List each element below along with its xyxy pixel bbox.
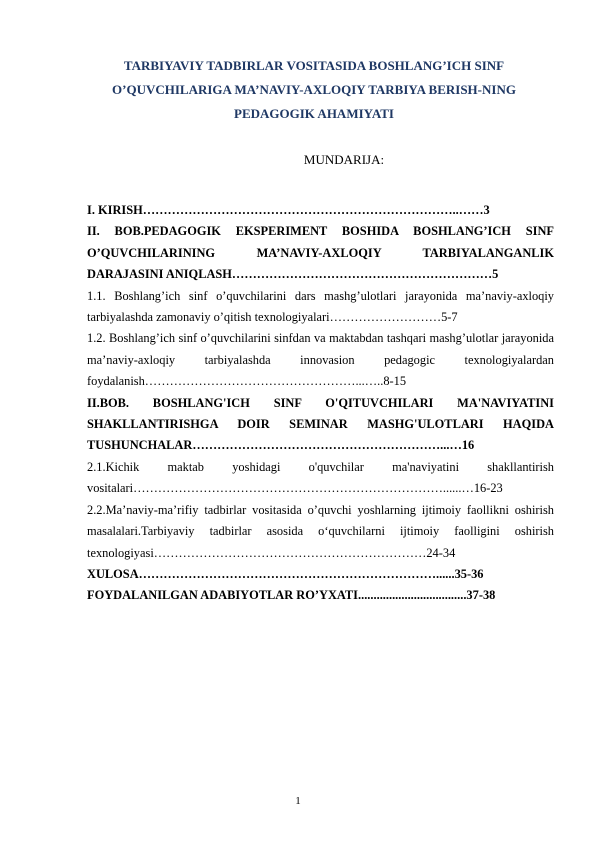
title-line-3: PEDAGOGIK AHAMIYATI xyxy=(234,106,394,121)
toc-entry-chapter-2-teachers-spirituality: II.BOB. BOSHLANG'ICH SINF O'QITUVCHILARI MA'NAVIYATINI SHAKLLANTIRISHGA DOIR SEMINAR MASHG'ULOTLARI HAQIDA TUSHUNCHALAR……………………………………………………...…16 xyxy=(87,395,554,453)
toc-entry-introduction: I. KIRISH…………………………………………………………………..……3 xyxy=(87,203,490,217)
toc-entry-section-1-2: 1.2. Boshlang’ich sinf o’quvchilarini sinfdan va maktabdan tashqari mashg’ulotlar jarayonida ma’naviy-axloqiy tarbiyalashda innovasion pedagogic texnologiyalardan foydalanish……………………………………………...…..8-15 xyxy=(87,331,554,389)
document-title xyxy=(80,54,548,126)
toc-entry-conclusion: XULOSA………………………………………………………………......35-36 xyxy=(87,566,484,581)
table-of-contents xyxy=(87,200,554,607)
contents-heading: MUNDARIJA: xyxy=(303,152,385,167)
toc-entry-section-2-2: 2.2.Ma’naviy-ma’rifiy tadbirlar vositasida o’quvchi yoshlarning ijtimoiy faollikni oshirish masalalari.Tarbiyaviy tadbirlar asosida o‘quvchilarni ijtimoiy faolligini oshirish texnologiyasi…………………………………………………………24-34 xyxy=(87,502,554,560)
toc-entry-references: FOYDALANILGAN ADABIYOTLAR RO’YXATI...................................37-38 xyxy=(87,588,496,603)
toc-entry-section-1-1: 1.1. Boshlang’ich sinf o’quvchilarini dars mashg’ulotlari jarayonida ma’naviy-axloqiy tarbiyalashda zamonaviy o’qitish texnologiyalari………………………5-7 xyxy=(87,288,554,325)
toc-entry-chapter-2-pedagogical-experiment: II. BOB.PEDAGOGIK EKSPERIMENT BOSHIDA BOSHLANG’ICH SINF O’QUVCHILARINING MA’NAVIY-AXLOQIY TARBIYALANGANLIK DARAJASINI ANIQLASH………………………………………………………5 xyxy=(87,224,554,282)
title-line-1: TARBIYAVIY TADBIRLAR VOSITASIDA BOSHLANG’ICH SINF xyxy=(123,58,505,73)
page-number: 1 xyxy=(295,795,301,807)
toc-entry-section-2-1: 2.1.Kichik maktab yoshidagi o'quvchilar ma'naviyatini shakllantirish vositalari…………………………………………………………………......…16-23 xyxy=(87,459,554,496)
title-line-2: O’QUVCHILARIGA MA’NAVIY-AXLOQIY TARBIYA BERISH-NING xyxy=(112,82,516,97)
